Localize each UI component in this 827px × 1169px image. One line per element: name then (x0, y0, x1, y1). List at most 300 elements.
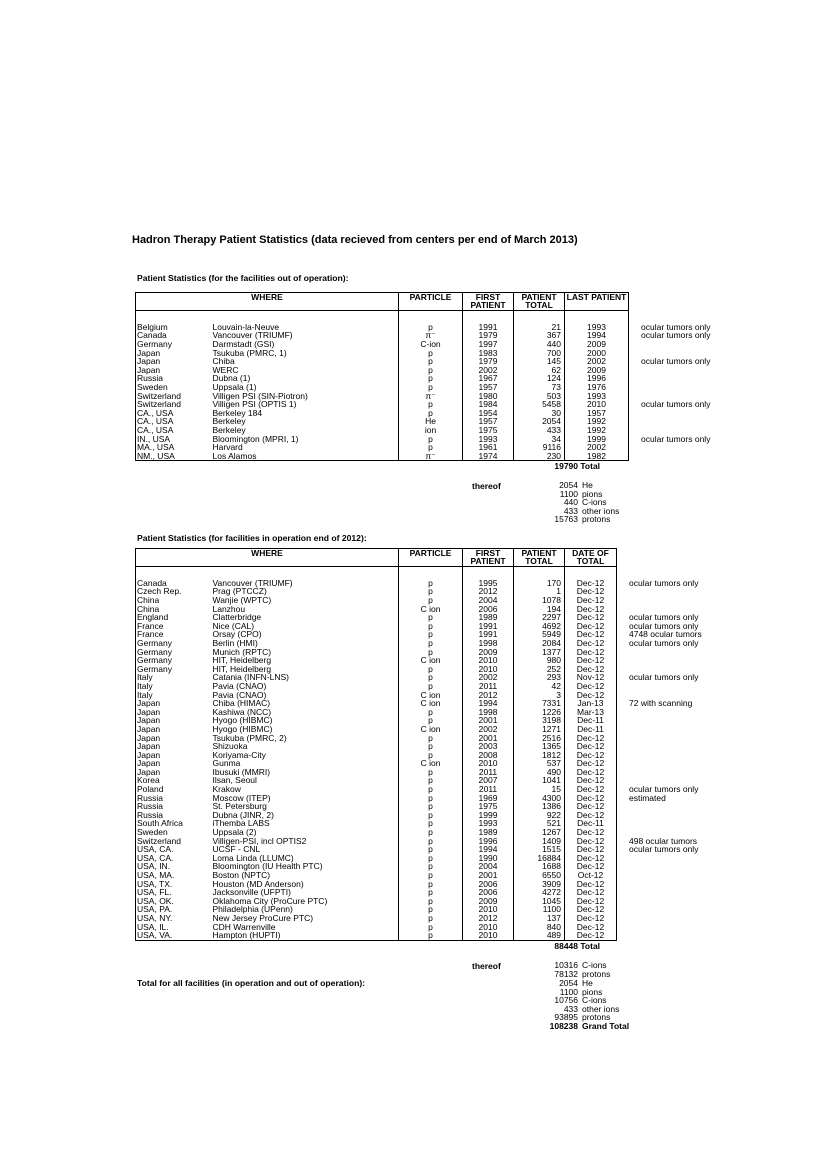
cell-location: Berkeley (212, 417, 399, 426)
cell-country: CA., USA (136, 426, 212, 435)
cell-country: Japan (136, 759, 212, 768)
cell-location: St. Petersburg (212, 802, 399, 811)
cell-note: ocular tumors only (629, 577, 699, 588)
cell-location: Oklahoma City (ProCure PTC) (212, 897, 399, 906)
cell-country: Japan (136, 716, 212, 725)
cell-location: Berkeley (212, 426, 399, 435)
cell-note: ocular tumors only (641, 330, 711, 341)
header-first-patient: FIRST PATIENT (463, 549, 514, 567)
cell-last-date: Dec-12 (565, 605, 617, 614)
cell-particle: p (399, 673, 463, 682)
cell-location: Nice (CAL) (212, 622, 399, 631)
summary-label: pions (582, 986, 603, 997)
summary-value: 93895 (554, 1012, 578, 1023)
cell-patient-total: 700 (514, 349, 565, 358)
summary-value: 2054 (559, 978, 578, 988)
cell-last-date: Dec-11 (565, 716, 617, 725)
cell-first-patient: 1991 (463, 622, 514, 631)
cell-last-date: Dec-12 (565, 862, 617, 871)
summary-label: pions (582, 488, 603, 499)
cell-country: Japan (136, 699, 212, 708)
cell-last-date: 1996 (565, 374, 629, 383)
cell-location: Villigen PSI (OPTIS 1) (212, 400, 399, 409)
summary-label: C-ions (582, 497, 607, 508)
cell-location: New Jersey ProCure PTC) (212, 914, 399, 923)
cell-country: USA, PA. (136, 905, 212, 914)
cell-location: Berlin (HMI) (212, 639, 399, 648)
cell-country: MA., USA (136, 443, 212, 452)
cell-first-patient: 1961 (463, 443, 514, 452)
cell-first-patient: 2009 (463, 897, 514, 906)
summary-value: 433 (563, 505, 578, 516)
cell-location: Uppsala (2) (212, 828, 399, 837)
cell-last-date: 2000 (565, 349, 629, 358)
cell-patient-total: 503 (514, 392, 565, 401)
cell-first-patient: 2010 (463, 931, 514, 940)
cell-note (617, 871, 739, 880)
cell-particle: p (399, 802, 463, 811)
cell-particle: p (399, 819, 463, 828)
cell-last-date: Dec-11 (565, 725, 617, 734)
cell-particle: p (399, 794, 463, 803)
table-out-of-operation (135, 292, 739, 461)
cell-country: USA, IL. (136, 923, 212, 932)
cell-patient-total: 3198 (514, 716, 565, 725)
cell-last-date: Dec-11 (565, 819, 617, 828)
grand-heading: Total for all facilities (in operation and out of operation): (137, 978, 366, 988)
header-particle: PARTICLE (399, 293, 463, 311)
cell-location: Prag (PTCCZ) (212, 587, 399, 596)
cell-last-date: Oct-12 (565, 871, 617, 880)
cell-country: Japan (136, 734, 212, 743)
cell-country: Japan (136, 725, 212, 734)
cell-patient-total: 367 (514, 331, 565, 340)
cell-first-patient: 1997 (463, 340, 514, 349)
cell-location: WERC (212, 366, 399, 375)
cell-location: Vancouver (TRIUMF) (212, 331, 399, 340)
cell-first-patient: 1989 (463, 828, 514, 837)
cell-location: Darmstadt (GSI) (212, 340, 399, 349)
cell-country: CA., USA (136, 417, 212, 426)
cell-country: Switzerland (136, 392, 212, 401)
cell-particle: ion (399, 426, 463, 435)
cell-particle: p (399, 323, 463, 332)
cell-last-date: Dec-12 (565, 630, 617, 639)
cell-location: iThemba LABS (212, 819, 399, 828)
cell-first-patient: 1979 (463, 357, 514, 366)
out-total-value: 19790 (554, 461, 578, 471)
cell-location: Moscow (ITEP) (212, 794, 399, 803)
cell-particle: π⁻ (399, 452, 463, 461)
cell-location: HIT, Heidelberg (212, 665, 399, 674)
summary-value: 1100 (559, 488, 578, 499)
in-thereof-label: thereof (472, 961, 501, 971)
cell-patient-total: 145 (514, 357, 565, 366)
cell-particle: p (399, 622, 463, 631)
cell-patient-total: 3 (514, 691, 565, 700)
cell-first-patient: 2012 (463, 691, 514, 700)
cell-particle: p (399, 443, 463, 452)
cell-country: Switzerland (136, 400, 212, 409)
summary-label: C-ions (582, 960, 607, 970)
cell-particle: C ion (399, 699, 463, 708)
cell-note (617, 897, 739, 906)
cell-country: Czech Rep. (136, 587, 212, 596)
cell-patient-total: 42 (514, 682, 565, 691)
cell-location: HIT, Heidelberg (212, 656, 399, 665)
cell-country: Germany (136, 648, 212, 657)
cell-patient-total: 2516 (514, 734, 565, 743)
cell-note: ocular tumors only (641, 356, 711, 367)
cell-country: Japan (136, 349, 212, 358)
cell-particle: p (399, 888, 463, 897)
cell-note (617, 759, 739, 768)
cell-first-patient: 2002 (463, 366, 514, 375)
cell-first-patient: 2011 (463, 768, 514, 777)
header-patient-total: PATIENT TOTAL (514, 293, 565, 311)
cell-location: Harvard (212, 443, 399, 452)
cell-patient-total: 230 (514, 452, 565, 461)
cell-country: USA, MA. (136, 871, 212, 880)
cell-note: 498 ocular tumors (629, 835, 698, 846)
cell-last-date: 1993 (565, 323, 629, 332)
cell-note (617, 725, 739, 734)
cell-particle: p (399, 665, 463, 674)
cell-particle: p (399, 409, 463, 418)
cell-country: Russia (136, 794, 212, 803)
cell-first-patient: 2001 (463, 716, 514, 725)
cell-first-patient: 1975 (463, 802, 514, 811)
cell-location: Pavia (CNAO) (212, 682, 399, 691)
cell-first-patient: 2002 (463, 673, 514, 682)
cell-note (617, 742, 739, 751)
cell-particle: C ion (399, 691, 463, 700)
summary-label: He (582, 978, 593, 988)
cell-patient-total: 440 (514, 340, 565, 349)
cell-country: Japan (136, 742, 212, 751)
cell-country: Switzerland (136, 837, 212, 846)
section-out-heading: Patient Statistics (for the facilities out of operation): (137, 273, 349, 283)
cell-last-date: 1992 (565, 417, 629, 426)
cell-country: Poland (136, 785, 212, 794)
cell-first-patient: 1998 (463, 708, 514, 717)
cell-particle: p (399, 630, 463, 639)
cell-last-date: 2009 (565, 340, 629, 349)
summary-label: protons (582, 968, 611, 979)
cell-patient-total: 34 (514, 435, 565, 444)
cell-first-patient: 2012 (463, 914, 514, 923)
cell-country: USA, NY. (136, 914, 212, 923)
cell-country: Germany (136, 340, 212, 349)
cell-last-date: 1982 (565, 452, 629, 461)
summary-value: 1100 (559, 986, 578, 997)
cell-first-patient: 2006 (463, 880, 514, 889)
cell-note (617, 888, 739, 897)
cell-first-patient: 2004 (463, 596, 514, 605)
cell-note (617, 682, 739, 691)
cell-first-patient: 2003 (463, 742, 514, 751)
cell-last-date: Dec-12 (565, 691, 617, 700)
cell-note (617, 708, 739, 717)
cell-last-date: Dec-12 (565, 880, 617, 889)
cell-last-date: Nov-12 (565, 673, 617, 682)
cell-particle: p (399, 374, 463, 383)
cell-last-date: 1993 (565, 392, 629, 401)
summary-line (535, 515, 619, 524)
cell-last-date: Dec-12 (565, 914, 617, 923)
cell-location: UCSF - CNL (212, 845, 399, 854)
cell-particle: p (399, 648, 463, 657)
cell-note: ocular tumors only (629, 672, 699, 683)
cell-first-patient: 1993 (463, 435, 514, 444)
cell-particle: p (399, 639, 463, 648)
in-total-value: 88448 (554, 941, 578, 951)
cell-note (617, 587, 739, 596)
cell-first-patient: 1957 (463, 383, 514, 392)
cell-particle: p (399, 854, 463, 863)
cell-first-patient: 2010 (463, 905, 514, 914)
cell-first-patient: 2011 (463, 785, 514, 794)
cell-country: Russia (136, 374, 212, 383)
cell-last-date: Dec-12 (565, 639, 617, 648)
cell-last-date: Dec-12 (565, 734, 617, 743)
cell-location: Villigen PSI (SIN-Piotron) (212, 392, 399, 401)
cell-first-patient: 1994 (463, 845, 514, 854)
cell-patient-total: 1 (514, 587, 565, 596)
cell-first-patient: 1954 (463, 409, 514, 418)
cell-last-date: Dec-12 (565, 656, 617, 665)
cell-country: USA, VA. (136, 931, 212, 940)
cell-last-date: Dec-12 (565, 587, 617, 596)
cell-patient-total: 7331 (514, 699, 565, 708)
cell-location: Tsukuba (PMRC, 2) (212, 734, 399, 743)
cell-location: Krakow (212, 785, 399, 794)
cell-first-patient: 1991 (463, 630, 514, 639)
cell-country: USA, TX. (136, 880, 212, 889)
cell-location: Shizuoka (212, 742, 399, 751)
cell-particle: p (399, 923, 463, 932)
cell-patient-total: 1078 (514, 596, 565, 605)
cell-note (629, 374, 739, 383)
cell-patient-total: 4300 (514, 794, 565, 803)
cell-patient-total: 3909 (514, 880, 565, 889)
cell-location: Koriyama-City (212, 751, 399, 760)
cell-particle: p (399, 785, 463, 794)
cell-country: Italy (136, 673, 212, 682)
cell-location: Philadelphia (UPenn) (212, 905, 399, 914)
cell-location: Boston (NPTC) (212, 871, 399, 880)
cell-note: ocular tumors only (629, 620, 699, 631)
cell-last-date: 1992 (565, 426, 629, 435)
cell-first-patient: 2010 (463, 656, 514, 665)
cell-particle: p (399, 931, 463, 940)
cell-country: NM., USA (136, 452, 212, 461)
cell-location: Dubna (1) (212, 374, 399, 383)
cell-last-date: 1976 (565, 383, 629, 392)
cell-patient-total: 980 (514, 656, 565, 665)
cell-country: Japan (136, 768, 212, 777)
cell-patient-total: 124 (514, 374, 565, 383)
out-total-label: Total (580, 461, 601, 471)
cell-patient-total: 170 (514, 579, 565, 588)
summary-label: He (582, 480, 593, 490)
cell-particle: C ion (399, 759, 463, 768)
cell-patient-total: 1045 (514, 897, 565, 906)
cell-patient-total: 16884 (514, 854, 565, 863)
cell-note: ocular tumors only (629, 612, 699, 623)
cell-particle: p (399, 587, 463, 596)
grand-total-label: Grand Total (582, 1020, 630, 1031)
cell-location: Ilsan, Seoul (212, 776, 399, 785)
cell-patient-total: 2084 (514, 639, 565, 648)
cell-location: Houston (MD Anderson) (212, 880, 399, 889)
cell-particle: p (399, 776, 463, 785)
cell-note (629, 452, 739, 461)
cell-first-patient: 1993 (463, 819, 514, 828)
cell-particle: p (399, 383, 463, 392)
cell-location: Pavia (CNAO) (212, 691, 399, 700)
cell-last-date: Dec-12 (565, 613, 617, 622)
cell-country: Russia (136, 802, 212, 811)
out-total (535, 461, 635, 471)
cell-patient-total: 2297 (514, 613, 565, 622)
cell-country: CA., USA (136, 409, 212, 418)
cell-note: estimated (629, 792, 666, 803)
cell-first-patient: 1991 (463, 323, 514, 332)
cell-last-date: Mar-13 (565, 708, 617, 717)
cell-first-patient: 1998 (463, 639, 514, 648)
cell-particle: p (399, 914, 463, 923)
cell-particle: p (399, 400, 463, 409)
grand-total-value: 108238 (549, 1020, 578, 1031)
cell-last-date: Dec-12 (565, 785, 617, 794)
cell-location: CDH Warrenville (212, 923, 399, 932)
cell-first-patient: 2007 (463, 776, 514, 785)
cell-patient-total: 1100 (514, 905, 565, 914)
cell-first-patient: 1980 (463, 392, 514, 401)
cell-patient-total: 5458 (514, 400, 565, 409)
cell-note (617, 931, 739, 940)
cell-patient-total: 194 (514, 605, 565, 614)
cell-particle: p (399, 682, 463, 691)
cell-note (629, 366, 739, 375)
cell-note (617, 905, 739, 914)
header-patient-total: PATIENT TOTAL (514, 549, 565, 567)
cell-country: Germany (136, 639, 212, 648)
cell-first-patient: 2006 (463, 605, 514, 614)
cell-last-date: 1994 (565, 331, 629, 340)
cell-note (629, 340, 739, 349)
cell-first-patient: 1996 (463, 837, 514, 846)
cell-first-patient: 1994 (463, 699, 514, 708)
cell-country: Japan (136, 751, 212, 760)
cell-country: Canada (136, 579, 212, 588)
cell-location: Wanjie (WPTC) (212, 596, 399, 605)
header-date-of-total: DATE OF TOTAL (565, 549, 617, 567)
cell-particle: C-ion (399, 340, 463, 349)
cell-note: ocular tumors only (629, 784, 699, 795)
cell-country: Canada (136, 331, 212, 340)
cell-location: Chiba (HIMAC) (212, 699, 399, 708)
cell-first-patient: 1967 (463, 374, 514, 383)
cell-note: 72 with scanning (629, 698, 693, 709)
cell-location: Uppsala (1) (212, 383, 399, 392)
cell-note (617, 656, 739, 665)
cell-patient-total: 1688 (514, 862, 565, 871)
cell-last-date: Dec-12 (565, 622, 617, 631)
cell-note (617, 734, 739, 743)
cell-particle: p (399, 862, 463, 871)
cell-patient-total: 137 (514, 914, 565, 923)
summary-label: other ions (582, 1003, 620, 1014)
cell-particle: p (399, 579, 463, 588)
cell-particle: p (399, 349, 463, 358)
cell-particle: p (399, 905, 463, 914)
cell-location: Berkeley 184 (212, 409, 399, 418)
header-last-patient: LAST PATIENT (565, 293, 629, 311)
cell-particle: C ion (399, 725, 463, 734)
cell-particle: C ion (399, 605, 463, 614)
cell-country: IN., USA (136, 435, 212, 444)
cell-first-patient: 1975 (463, 426, 514, 435)
cell-patient-total: 1377 (514, 648, 565, 657)
cell-patient-total: 1812 (514, 751, 565, 760)
cell-country: France (136, 630, 212, 639)
table-in-operation (135, 548, 739, 941)
cell-location: Chiba (212, 357, 399, 366)
cell-country: USA, FL. (136, 888, 212, 897)
cell-note: ocular tumors only (641, 321, 711, 332)
cell-first-patient: 1957 (463, 417, 514, 426)
cell-particle: p (399, 716, 463, 725)
cell-particle: p (399, 708, 463, 717)
cell-location: Orsay (CPO) (212, 630, 399, 639)
grand-total-line (535, 1022, 629, 1031)
summary-value: 10316 (554, 960, 578, 970)
cell-location: Gunma (212, 759, 399, 768)
summary-value: 78132 (554, 968, 578, 979)
header-particle: PARTICLE (399, 549, 463, 567)
cell-patient-total: 433 (514, 426, 565, 435)
cell-patient-total: 4272 (514, 888, 565, 897)
cell-patient-total: 4692 (514, 622, 565, 631)
summary-value: 440 (563, 497, 578, 508)
cell-particle: p (399, 880, 463, 889)
cell-country: South Africa (136, 819, 212, 828)
cell-note (617, 914, 739, 923)
cell-patient-total: 293 (514, 673, 565, 682)
cell-particle: He (399, 417, 463, 426)
cell-last-date: Jan-13 (565, 699, 617, 708)
cell-patient-total: 521 (514, 819, 565, 828)
cell-last-date: Dec-12 (565, 811, 617, 820)
cell-patient-total: 1409 (514, 837, 565, 846)
cell-country: Russia (136, 811, 212, 820)
cell-last-date: Dec-12 (565, 837, 617, 846)
cell-first-patient: 1979 (463, 331, 514, 340)
summary-label: other ions (582, 505, 620, 516)
out-thereof-label: thereof (472, 481, 501, 491)
cell-note: ocular tumors only (629, 844, 699, 855)
cell-particle: p (399, 837, 463, 846)
cell-last-date: Dec-12 (565, 897, 617, 906)
cell-particle: p (399, 357, 463, 366)
cell-country: Germany (136, 665, 212, 674)
cell-particle: p (399, 871, 463, 880)
cell-location: Villigen-PSI, incl OPTIS2 (212, 837, 399, 846)
cell-particle: p (399, 845, 463, 854)
cell-patient-total: 6550 (514, 871, 565, 880)
